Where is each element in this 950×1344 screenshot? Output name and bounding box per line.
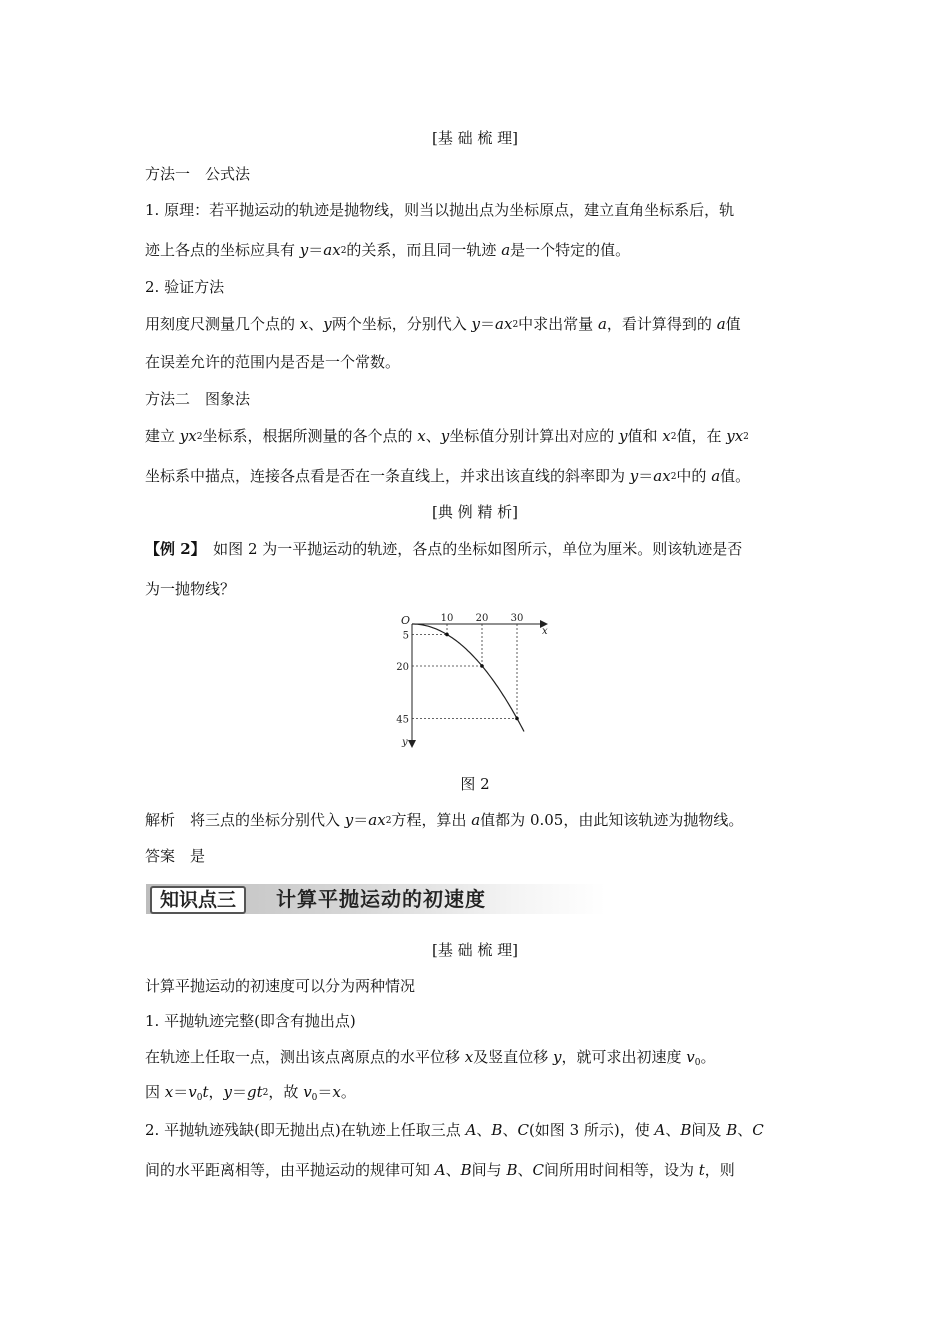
y-axis-label: y bbox=[402, 737, 408, 748]
x-tick-label: 10 bbox=[440, 613, 454, 624]
principle-line-1: 1. 原理：若平抛运动的轨迹是抛物线，则当以抛出点为坐标原点，建立直角坐标系后，轨 bbox=[145, 201, 735, 219]
case-two-line-2: 间的水平距离相等，由平抛运动的规律可知 A、B间与 B、C间所用时间相等，设为 t，则 bbox=[145, 1161, 735, 1179]
answer-line: 答案 是 bbox=[145, 847, 206, 865]
intro-line: 计算平抛运动的初速度可以分为两种情况 bbox=[145, 977, 416, 995]
verify-method-title: 2. 验证方法 bbox=[145, 278, 225, 296]
guide-lines bbox=[412, 624, 517, 719]
case-two-line-1: 2. 平抛轨迹残缺(即无抛出点)在轨迹上任取三点 A、B、C(如图 3 所示)，使 A、B间及 B、C bbox=[145, 1121, 764, 1139]
solution-line: 解析 将三点的坐标分别代入 $y=ax^2$方程，算出 a值都为 0.05，由此知该轨迹为抛物线。 bbox=[145, 811, 744, 829]
trajectory-point-1 bbox=[445, 633, 449, 637]
trajectory-point-3 bbox=[515, 717, 519, 721]
trajectory-point-2 bbox=[480, 664, 484, 668]
principle-line-2: 迹上各点的坐标应具有 $y=ax^2$的关系，而且同一轨迹 a是一个特定的值。 bbox=[145, 241, 631, 259]
graph-method-line-2: 坐标系中描点，连接各点看是否在一条直线上，并求出该直线的斜率即为 $y=ax^2$中的 a值。 bbox=[145, 467, 751, 485]
y-tick-label: 20 bbox=[396, 662, 409, 673]
method-two-title: 方法二 图象法 bbox=[145, 390, 251, 408]
x-axis-label: x bbox=[542, 626, 548, 637]
case-one-line-1: 在轨迹上任取一点，测出该点离原点的水平位移 x及竖直位移 y，就可求出初速度 $v_0$。 bbox=[145, 1048, 716, 1068]
case-one-line-2: 因 $x=v_0t$，$y=gt^2$，故 $v_0=x$。 bbox=[145, 1083, 356, 1103]
example-line-2: 为一抛物线？ bbox=[145, 580, 236, 598]
verify-line-2: 在误差允许的范围内是否是一个常数。 bbox=[145, 353, 401, 371]
knowledge-point-label: 知识点三 bbox=[150, 886, 246, 914]
method-one-title: 方法一 公式法 bbox=[145, 165, 251, 183]
figure-caption: 图 2 bbox=[460, 775, 490, 793]
y-tick-label: 45 bbox=[396, 714, 409, 726]
section-heading-examples: [典 例 精 析] bbox=[431, 503, 518, 521]
section-heading-basics-2: [基 础 梳 理] bbox=[431, 941, 518, 959]
verify-line-1: 用刻度尺测量几个点的 x、y两个坐标，分别代入 $y=ax^2$中求出常量 a，看计算得到的 a值 bbox=[145, 315, 741, 333]
origin-label: O bbox=[401, 614, 411, 627]
section-heading-basics: [基 础 梳 理] bbox=[431, 129, 518, 147]
trajectory-figure bbox=[392, 612, 562, 752]
x-tick-label: 30 bbox=[510, 613, 524, 624]
knowledge-point-banner bbox=[146, 884, 606, 914]
y-tick-label: 5 bbox=[402, 630, 409, 642]
x-tick-label: 20 bbox=[475, 613, 489, 624]
case-one-title: 1. 平抛轨迹完整(即含有抛出点) bbox=[145, 1012, 356, 1030]
trajectory-curve bbox=[412, 624, 524, 732]
example-line-1: 【例 2】 如图 2 为一平抛运动的轨迹，各点的坐标如图所示，单位为厘米。则该轨迹是否 bbox=[145, 540, 743, 558]
example-label: 【例 2】 bbox=[145, 540, 199, 558]
graph-method-line-1: 建立 $yx^2$坐标系，根据所测量的各个点的 x、y坐标值分别计算出对应的 y值和 $x^2$值，在 $yx^2$ bbox=[145, 427, 749, 445]
knowledge-point-title: 计算平抛运动的初速度 bbox=[276, 887, 486, 911]
